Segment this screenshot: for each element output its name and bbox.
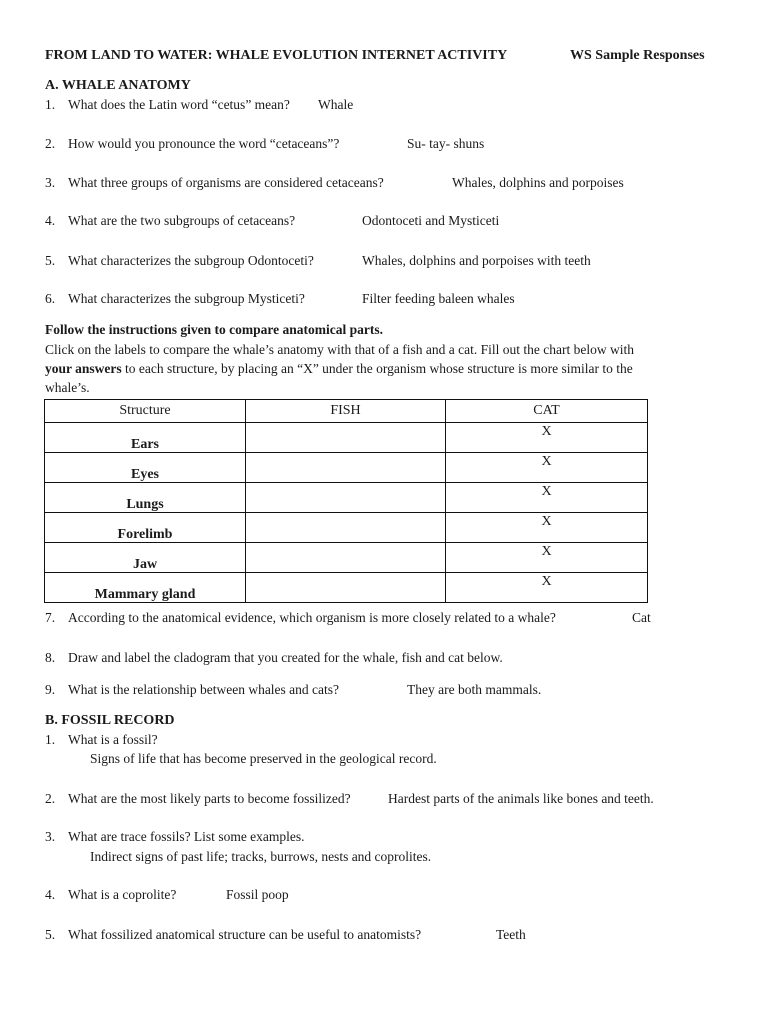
header-fish: FISH bbox=[246, 400, 446, 423]
answer-text: Teeth bbox=[496, 927, 526, 942]
worksheet-subtitle: WS Sample Responses bbox=[570, 48, 705, 63]
question-number: 8. bbox=[45, 650, 56, 665]
question-text: What characterizes the subgroup Odontoceti? bbox=[68, 253, 314, 268]
question-number: 5. bbox=[45, 253, 56, 268]
table-row bbox=[45, 543, 648, 573]
question-number: 3. bbox=[45, 829, 56, 844]
question-number: 3. bbox=[45, 175, 56, 190]
question-text: What are the two subgroups of cetaceans? bbox=[68, 213, 296, 228]
question-number: 6. bbox=[45, 291, 56, 306]
question-text: According to the anatomical evidence, which organism is more closely related to a whale? bbox=[68, 610, 556, 625]
question-text: What is the relationship between whales and cats? bbox=[68, 682, 340, 697]
answer-text: Fossil poop bbox=[226, 887, 289, 902]
fish-cell bbox=[246, 453, 446, 483]
cat-cell: X bbox=[446, 483, 648, 513]
table-row bbox=[45, 513, 648, 543]
question-number: 7. bbox=[45, 610, 56, 625]
answer-text: Signs of life that has become preserved in the geological record. bbox=[90, 751, 437, 766]
instructions-line-3: whale’s. bbox=[45, 380, 90, 395]
section-b-heading: B. FOSSIL RECORD bbox=[45, 713, 175, 728]
table-header-row bbox=[45, 400, 648, 423]
answer-text: They are both mammals. bbox=[407, 682, 542, 697]
structure-cell: Forelimb bbox=[45, 513, 246, 543]
header-cat: CAT bbox=[446, 400, 648, 423]
table-row bbox=[45, 453, 648, 483]
answer-text: Whales, dolphins and porpoises with teeth bbox=[362, 253, 591, 268]
instructions-line-2 bbox=[45, 361, 633, 377]
anatomy-comparison-table bbox=[44, 399, 648, 603]
answer-text: Hardest parts of the animals like bones and teeth. bbox=[388, 791, 654, 806]
answer-text: Whale bbox=[318, 97, 354, 112]
question-number: 1. bbox=[45, 732, 56, 747]
answer-text: Cat bbox=[632, 610, 651, 625]
question-text: What fossilized anatomical structure can be useful to anatomists? bbox=[68, 927, 422, 942]
cat-cell: X bbox=[446, 573, 648, 603]
instructions-heading: Follow the instructions given to compare anatomical parts. bbox=[45, 322, 383, 337]
question-number: 4. bbox=[45, 213, 56, 228]
worksheet-title: FROM LAND TO WATER: WHALE EVOLUTION INTERNET ACTIVITY bbox=[45, 48, 508, 63]
question-number: 5. bbox=[45, 927, 56, 942]
cat-cell: X bbox=[446, 423, 648, 453]
question-text: What is a fossil? bbox=[68, 732, 158, 747]
answer-text: Whales, dolphins and porpoises bbox=[452, 175, 624, 190]
fish-cell bbox=[246, 483, 446, 513]
header-structure: Structure bbox=[45, 400, 246, 423]
table-row bbox=[45, 573, 648, 603]
question-number: 9. bbox=[45, 682, 56, 697]
question-text: What characterizes the subgroup Mysticeti? bbox=[68, 291, 305, 306]
question-number: 4. bbox=[45, 887, 56, 902]
instructions-line-1: Click on the labels to compare the whale’s anatomy with that of a fish and a cat. Fill out the chart below with bbox=[45, 342, 634, 357]
table-row bbox=[45, 483, 648, 513]
question-text: What three groups of organisms are considered cetaceans? bbox=[68, 175, 384, 190]
question-text: What are the most likely parts to become fossilized? bbox=[68, 791, 351, 806]
cat-cell: X bbox=[446, 453, 648, 483]
question-text: What does the Latin word “cetus” mean? bbox=[68, 97, 290, 112]
structure-cell: Jaw bbox=[45, 543, 246, 573]
fish-cell bbox=[246, 543, 446, 573]
instructions-line-2-rest: to each structure, by placing an “X” under the organism whose structure is more similar to the bbox=[121, 361, 633, 376]
question-text: What is a coprolite? bbox=[68, 887, 177, 902]
fish-cell bbox=[246, 573, 446, 603]
question-number: 1. bbox=[45, 97, 56, 112]
answer-text: Indirect signs of past life; tracks, burrows, nests and coprolites. bbox=[90, 849, 432, 864]
fish-cell bbox=[246, 423, 446, 453]
answer-text: Su- tay- shuns bbox=[407, 136, 485, 151]
question-text: What are trace fossils? List some examples. bbox=[68, 829, 305, 844]
cat-cell: X bbox=[446, 513, 648, 543]
question-number: 2. bbox=[45, 136, 56, 151]
table-row bbox=[45, 423, 648, 453]
answer-text: Filter feeding baleen whales bbox=[362, 291, 515, 306]
structure-cell: Mammary gland bbox=[45, 573, 246, 603]
fish-cell bbox=[246, 513, 446, 543]
structure-cell: Lungs bbox=[45, 483, 246, 513]
answer-text: Odontoceti and Mysticeti bbox=[362, 213, 500, 228]
question-number: 2. bbox=[45, 791, 56, 806]
question-text: Draw and label the cladogram that you created for the whale, fish and cat below. bbox=[68, 650, 503, 665]
section-a-heading: A. WHALE ANATOMY bbox=[45, 78, 191, 93]
instructions-emphasis: your answers bbox=[45, 361, 122, 376]
structure-cell: Ears bbox=[45, 423, 246, 453]
question-text: How would you pronounce the word “cetaceans”? bbox=[68, 136, 340, 151]
structure-cell: Eyes bbox=[45, 453, 246, 483]
cat-cell: X bbox=[446, 543, 648, 573]
